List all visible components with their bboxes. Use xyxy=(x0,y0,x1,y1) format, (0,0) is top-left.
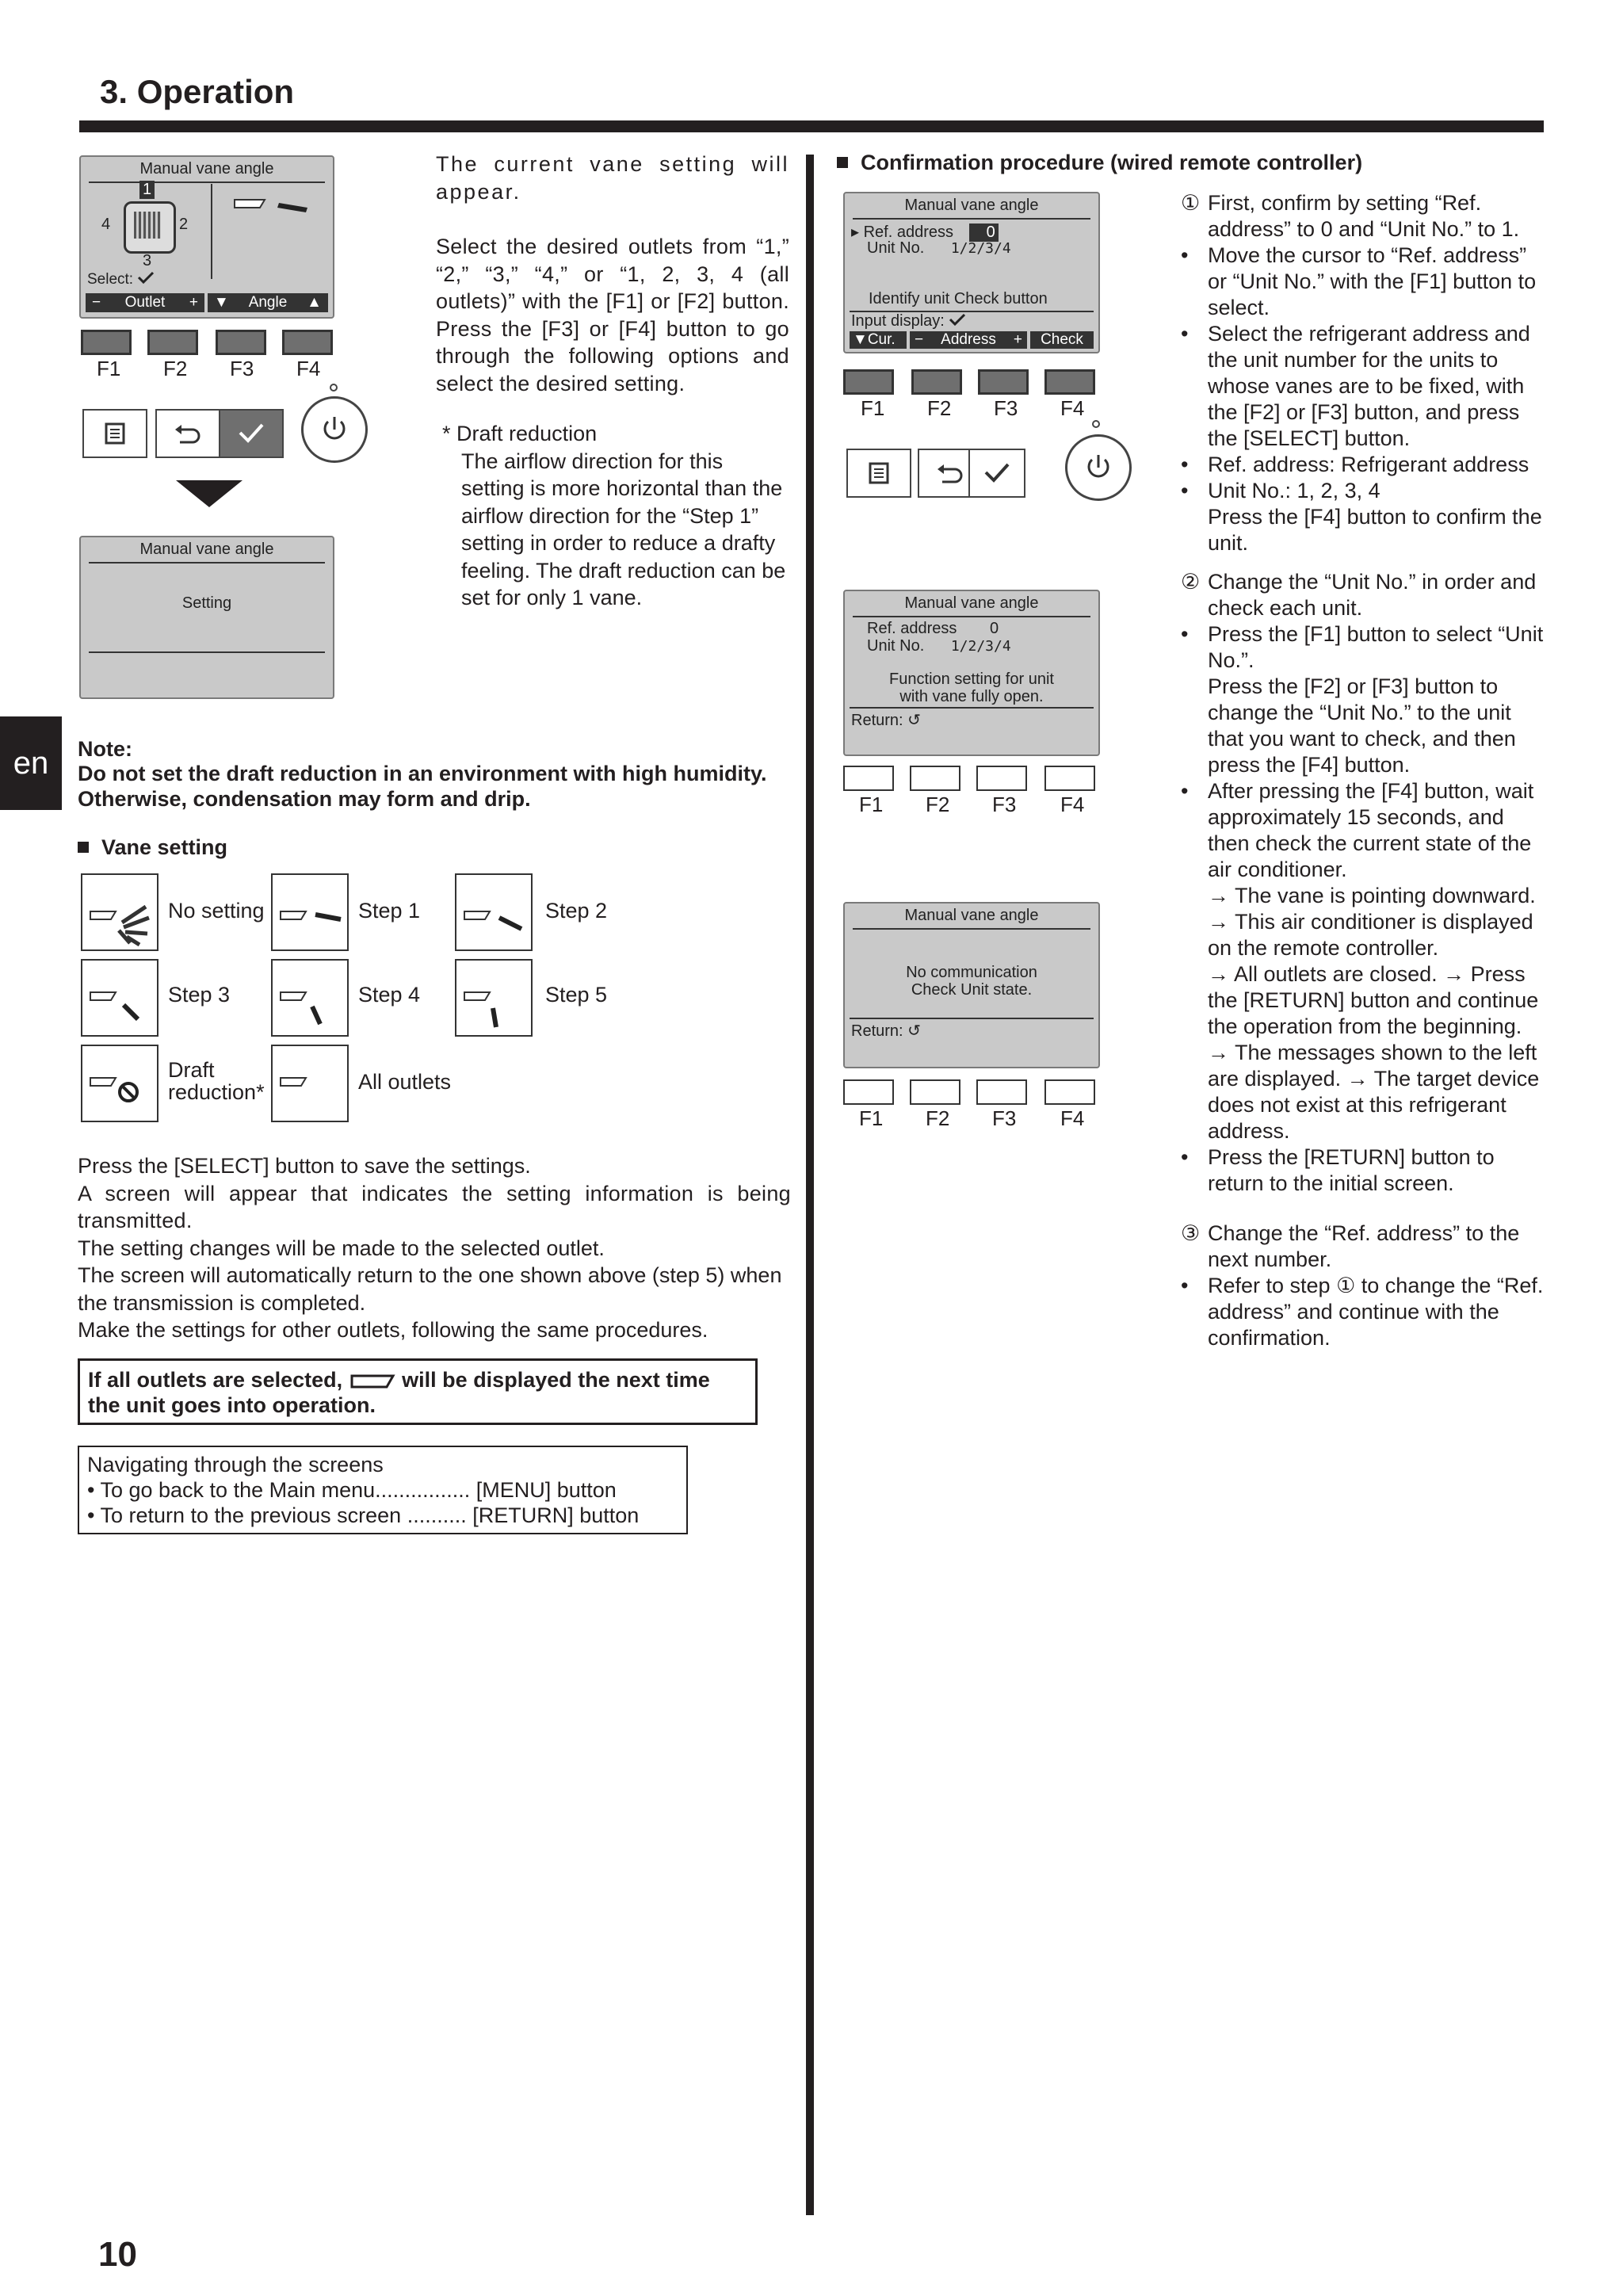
step-2-bullet: • Press the [F1] button to select “Unit No.”. xyxy=(1181,622,1544,672)
f2-label: F2 xyxy=(927,396,952,420)
vane-angle-icon xyxy=(233,197,312,220)
step-1-bullet: • Move the cursor to “Ref. address” or “Unit No.” with the [F1] button to select. xyxy=(1181,243,1537,319)
outlet-2-label: 2 xyxy=(179,216,189,233)
confirmation-heading: Confirmation procedure (wired remote controller) xyxy=(837,149,1362,177)
unit-no-row: Unit No. 1/2/3/4 xyxy=(867,239,1011,257)
select-button[interactable] xyxy=(219,409,284,458)
f3-key[interactable] xyxy=(976,1079,1027,1105)
step-3-bullet: • Refer to step ① to change the “Ref. address” and continue with the confirmation. xyxy=(1181,1274,1544,1350)
confirmation-steps xyxy=(1181,190,1545,1351)
f1-label: F1 xyxy=(861,396,885,420)
vane-label-all-outlets: All outlets xyxy=(358,1070,452,1094)
f4-label: F4 xyxy=(296,357,321,380)
cursor-icon: ▸ xyxy=(851,223,860,241)
outlet-4-label: 4 xyxy=(101,216,111,233)
outlet-3-label: 3 xyxy=(143,252,152,269)
text-select-outlets: Select the desired outlets from “1,” “2,” “3,” “4,” or “1, 2, 3, 4 (all outlets)” with the [F1] or [F2] button. Press the [F3] or [F4] button to go through the following options and select the desired setting. xyxy=(436,235,789,395)
f3-label: F3 xyxy=(230,357,254,380)
nav-title: Navigating through the screens xyxy=(87,1453,384,1477)
vane-step-3-icon xyxy=(81,959,158,1037)
f2-label: F2 xyxy=(926,1106,950,1130)
f4-key[interactable] xyxy=(1044,1079,1095,1105)
unit-no-value: 1/2/3/4 xyxy=(950,240,1011,257)
lcd-title: Manual vane angle xyxy=(853,197,1090,220)
lcd-screen-no-communication xyxy=(843,902,1100,1068)
step-1-bullet: • Ref. address: Refrigerant address xyxy=(1181,453,1529,476)
note-label: Note: xyxy=(78,737,132,761)
check-icon xyxy=(137,271,155,284)
nav-item-return: • To return to the previous screen .......... [RETURN] button xyxy=(87,1503,640,1527)
step-2-result: → The vane is pointing downward. xyxy=(1208,884,1536,907)
vane-label-step-2: Step 2 xyxy=(545,899,608,923)
step-2-result: → The messages shown to the left are displayed. → The target device does not exist at this refrigerant address. xyxy=(1208,1041,1540,1143)
lcd-screen-setting xyxy=(79,536,334,699)
lcd-screen-ref-address xyxy=(843,192,1100,353)
f2-label: F2 xyxy=(163,357,188,380)
triangle-up-icon: ▲ xyxy=(307,294,322,311)
lcd-screen-vane-select xyxy=(79,155,334,319)
note-text: Do not set the draft reduction in an environment with high humidity. Otherwise, condensation may form and drip. xyxy=(78,762,767,811)
f1-key[interactable] xyxy=(843,766,894,791)
lcd-title: Manual vane angle xyxy=(853,907,1090,930)
vane-label-no-setting: No setting xyxy=(168,899,265,923)
power-icon xyxy=(319,414,350,445)
draft-reduction-footnote: * Draft reduction The airflow direction for this setting is more horizontal than the airflow direction for the “Step 1” setting in order to reduce a drafty feeling. The draft reduction can be set for only 1 vane. xyxy=(442,422,786,609)
f2-label: F2 xyxy=(926,793,950,816)
square-bullet-icon xyxy=(78,842,89,853)
vane-label-step-5: Step 5 xyxy=(545,983,608,1007)
vane-step-1-icon xyxy=(271,873,349,951)
f1-key[interactable] xyxy=(843,1079,894,1105)
return-button[interactable] xyxy=(155,409,220,458)
address-bar: − Address + xyxy=(910,331,1027,349)
outlet-1-label: 1 xyxy=(139,181,155,199)
vane-label-step-4: Step 4 xyxy=(358,983,421,1007)
ref-address-row: ▸ Ref. address 0 xyxy=(851,222,999,242)
f1-key[interactable] xyxy=(843,369,894,395)
triangle-down-icon: ▼ xyxy=(853,331,868,348)
f3-label: F3 xyxy=(992,793,1017,816)
step-2-result: → All outlets are closed. → Press the [RETURN] button and continue the operation from the beginning. xyxy=(1208,962,1539,1038)
f3-label: F3 xyxy=(992,1106,1017,1130)
lcd-title: Manual vane angle xyxy=(89,160,325,183)
outlet-bar: − Outlet + xyxy=(86,293,204,312)
arrow-down-icon xyxy=(176,480,242,507)
lcd-title: Manual vane angle xyxy=(853,594,1090,617)
vane-draft-reduction-icon xyxy=(81,1045,158,1122)
instructions-select: Press the [SELECT] button to save the settings. A screen will appear that indicates the setting information is being transmitted. The setting changes will be made to the selected outlet. The screen will automatically return to the one shown above (step 5) when the transmission is completed. Make the settings for other outlets, following the same procedures. xyxy=(78,1154,791,1342)
all-outlets-note-after: will be displayed the next time the unit goes into operation. xyxy=(88,1368,710,1417)
return-icon: ↺ xyxy=(907,1022,921,1040)
return-label: Return: ↺ xyxy=(851,712,921,729)
page-number: 10 xyxy=(98,2235,137,2274)
f3-label: F3 xyxy=(994,396,1018,420)
f4-key[interactable] xyxy=(1044,766,1095,791)
check-icon xyxy=(949,313,966,326)
step-1-text: Press the [F4] button to confirm the unit. xyxy=(1208,505,1542,555)
vane-all-outlets-icon xyxy=(271,1045,349,1122)
header-rule xyxy=(79,120,1544,132)
return-icon xyxy=(936,461,964,485)
lcd-title: Manual vane angle xyxy=(89,541,325,563)
all-outlets-note-before: If all outlets are selected, xyxy=(88,1368,343,1392)
menu-button[interactable] xyxy=(846,449,911,498)
vane-setting-heading: Vane setting xyxy=(78,834,227,861)
input-display-label: Input display: xyxy=(851,312,966,330)
step-2-text: Press the [F2] or [F3] button to change the “Unit No.” to the unit that you want to check, and then press the [F4] button. xyxy=(1208,674,1516,777)
menu-icon xyxy=(103,422,127,445)
plus-icon: + xyxy=(189,294,198,311)
lcd-rule xyxy=(850,1018,1094,1019)
f1-label: F1 xyxy=(859,1106,884,1130)
return-icon xyxy=(174,422,202,445)
vane-icon xyxy=(349,1373,396,1390)
square-bullet-icon xyxy=(837,157,848,168)
on-off-button[interactable] xyxy=(1065,434,1132,501)
step-2-bullet: • After pressing the [F4] button, wait approximately 15 seconds, and then check the current state of the air conditioner. xyxy=(1181,779,1534,881)
power-led xyxy=(1092,420,1100,428)
power-led xyxy=(330,384,338,392)
angle-bar: ▼ Angle ▲ xyxy=(208,293,328,312)
lcd-screen-function-setting xyxy=(843,590,1100,756)
no-communication-msg: No communication xyxy=(906,964,1037,981)
vane-no-setting-icon xyxy=(81,873,158,951)
power-icon xyxy=(1083,452,1114,483)
column-divider xyxy=(806,155,814,2215)
f1-label: F1 xyxy=(97,357,121,380)
function-msg-2: with vane fully open. xyxy=(899,688,1044,705)
vane-label-step-3: Step 3 xyxy=(168,983,231,1007)
f1-key[interactable] xyxy=(81,330,132,355)
triangle-down-icon: ▼ xyxy=(214,294,229,311)
vane-step-2-icon xyxy=(455,873,533,951)
step-2-result: → This air conditioner is displayed on the remote controller. xyxy=(1208,910,1533,960)
menu-button[interactable] xyxy=(82,409,147,458)
all-outlets-note-box xyxy=(78,1358,758,1425)
f2-key[interactable] xyxy=(910,1079,960,1105)
vane-label-draft-reduction: Draft reduction* xyxy=(168,1058,265,1104)
step-1: ① First, confirm by setting “Ref. address” to 0 and “Unit No.” to 1. xyxy=(1181,191,1520,241)
f2-key[interactable] xyxy=(910,766,960,791)
f2-key[interactable] xyxy=(147,330,198,355)
page-title: 3. Operation xyxy=(100,73,295,110)
f4-key[interactable] xyxy=(282,330,333,355)
vane-step-4-icon xyxy=(271,959,349,1037)
f3-key[interactable] xyxy=(978,369,1029,395)
f1-label: F1 xyxy=(859,793,884,816)
unit-no-row: Unit No. 1/2/3/4 xyxy=(867,637,1011,655)
step-1-bullet: • Unit No.: 1, 2, 3, 4 xyxy=(1181,479,1381,502)
select-label: Select: xyxy=(87,271,155,288)
step-1-bullet: • Select the refrigerant address and the unit number for the units to whose vanes are to be fixed, with the [F2] or [F3] button, and press the [SELECT] button. xyxy=(1181,322,1530,450)
unit-no-value: 1/2/3/4 xyxy=(950,638,1011,655)
nav-item-menu: • To go back to the Main menu................ [MENU] button xyxy=(87,1478,617,1502)
identify-unit-text: Identify unit Check button xyxy=(869,290,1048,308)
text-current-setting: The current vane setting will appear. xyxy=(436,152,789,204)
ref-address-value: 0 xyxy=(989,620,999,637)
menu-icon xyxy=(867,461,891,485)
return-icon: ↺ xyxy=(907,712,921,729)
function-msg-1: Function setting for unit xyxy=(889,670,1054,688)
cursor-bar: ▼ Cur. xyxy=(850,331,907,349)
cassette-unit-icon xyxy=(124,201,176,254)
step-2-bullet: • Press the [RETURN] button to return to the initial screen. xyxy=(1181,1145,1495,1195)
check-icon xyxy=(237,422,265,445)
step-3: ③ Change the “Ref. address” to the next number. xyxy=(1181,1221,1520,1271)
select-button[interactable] xyxy=(968,449,1025,498)
language-tab: en xyxy=(0,716,62,810)
step-2: ② Change the “Unit No.” in order and check each unit. xyxy=(1181,570,1537,620)
vane-label-step-1: Step 1 xyxy=(358,899,421,923)
setting-message: Setting xyxy=(181,594,232,612)
minus-icon: − xyxy=(92,294,101,311)
vane-step-5-icon xyxy=(455,959,533,1037)
navigation-box xyxy=(78,1446,688,1534)
ref-address-value: 0 xyxy=(969,223,999,242)
return-label: Return: ↺ xyxy=(851,1022,921,1040)
f3-key[interactable] xyxy=(976,766,1027,791)
check-bar: Check xyxy=(1030,331,1094,349)
lcd-rule xyxy=(850,707,1094,709)
f4-label: F4 xyxy=(1060,396,1085,420)
f2-key[interactable] xyxy=(911,369,962,395)
f4-label: F4 xyxy=(1060,1106,1085,1130)
plus-icon: + xyxy=(1013,331,1022,348)
ref-address-row: Ref. address 0 xyxy=(867,620,999,637)
on-off-button[interactable] xyxy=(301,396,368,463)
check-icon xyxy=(983,461,1011,485)
minus-icon: − xyxy=(915,331,924,348)
f3-key[interactable] xyxy=(216,330,266,355)
f4-key[interactable] xyxy=(1044,369,1095,395)
check-unit-msg: Check Unit state. xyxy=(911,981,1033,999)
lcd-rule xyxy=(89,651,325,653)
lcd-divider xyxy=(211,184,212,279)
f4-label: F4 xyxy=(1060,793,1085,816)
